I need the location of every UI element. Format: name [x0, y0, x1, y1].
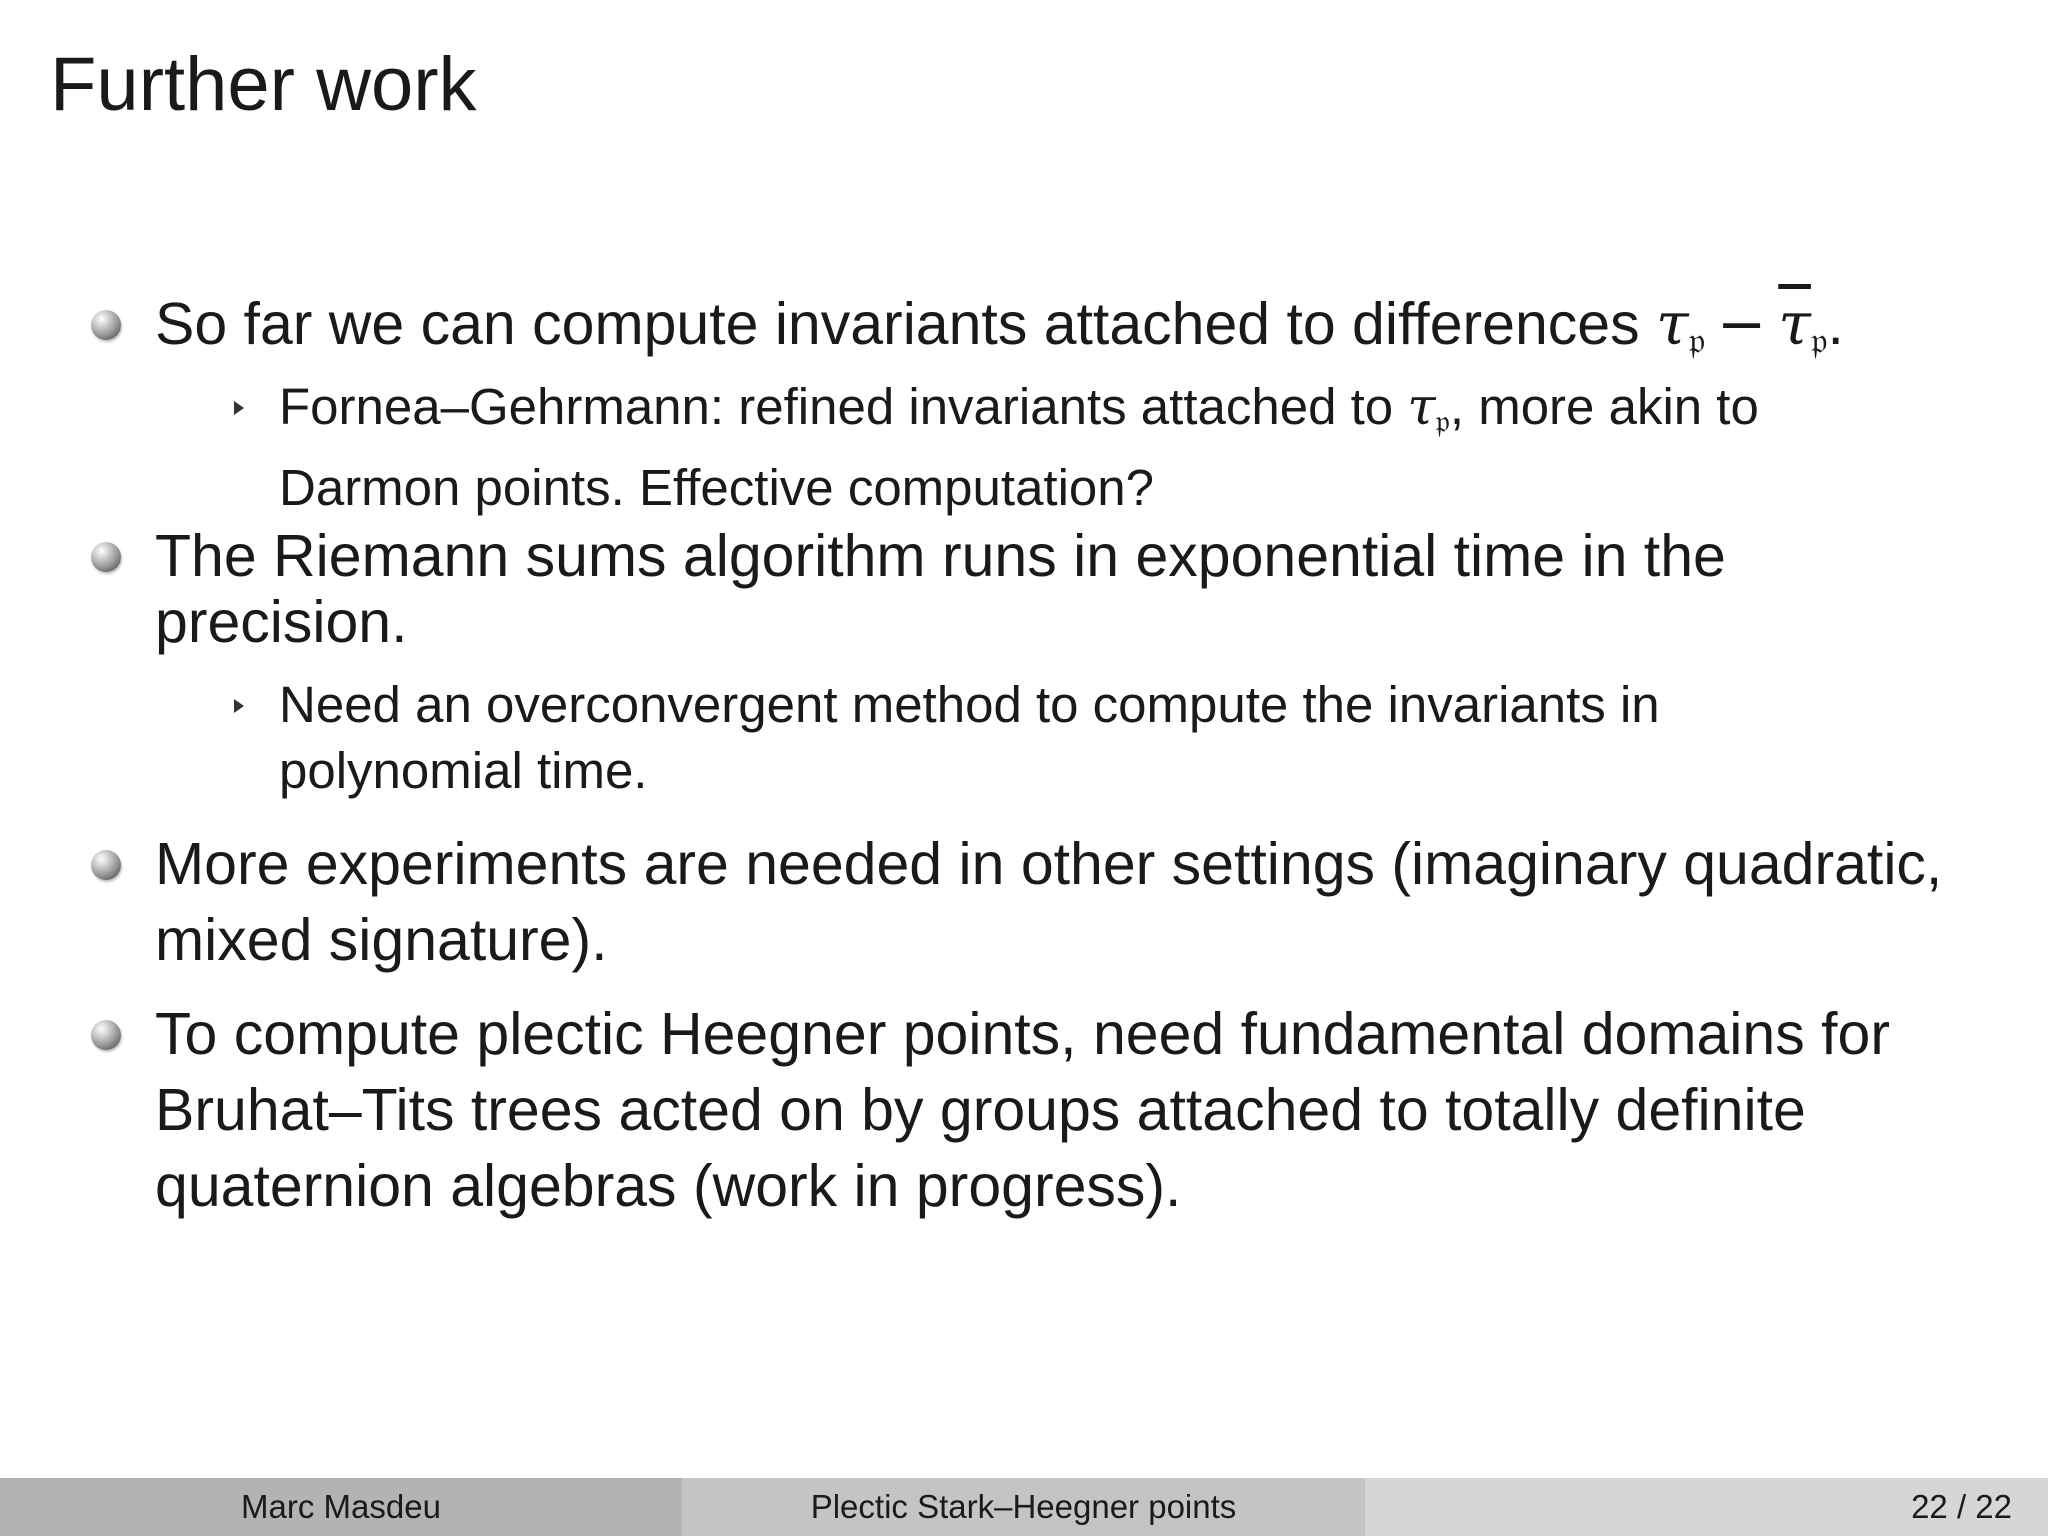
subbullet-line-1: Fornea–Gehrmann: refined invariants attached to $\tau_𝔭$, more akin to: [279, 378, 1759, 440]
bullet-period: .: [1827, 291, 1844, 357]
math-tau-p: $\tau_𝔭$: [1407, 378, 1450, 440]
footer-talk-title: Plectic Stark–Heegner points: [682, 1478, 1365, 1536]
math-minus: −: [1717, 289, 1767, 358]
bullet-line-2: precision.: [155, 589, 408, 655]
bullet-line-1: To compute plectic Heegner points, need fundamental domains for: [155, 1001, 1890, 1067]
math-tau-bar-p: $\overline{\tau}_𝔭$: [1778, 289, 1828, 363]
bullet-line-3: quaternion algebras (work in progress).: [155, 1153, 1182, 1219]
bullet-point-icon: [91, 310, 121, 340]
slide-footer: [0, 1478, 2048, 1536]
bullet-line-1: The Riemann sums algorithm runs in exponential time in the: [155, 523, 1726, 589]
bullet-item-1: [155, 286, 2015, 379]
subbullet-item-2: [279, 672, 1999, 804]
bullet-point-icon: [91, 850, 121, 880]
bullet-item-3: [155, 826, 2015, 978]
triangle-bullet-icon: [234, 401, 244, 415]
triangle-bullet-icon: [234, 699, 244, 713]
bullet-point-icon: [91, 542, 121, 572]
bullet-point-icon: [91, 1020, 121, 1050]
subbullet-line-2: Darmon points. Effective computation?: [279, 458, 1155, 516]
footer-page-number: 22 / 22: [1365, 1478, 2048, 1536]
footer-author: Marc Masdeu: [0, 1478, 682, 1536]
subbullet-line-1: Need an overconvergent method to compute the invariants in: [279, 676, 1660, 733]
bullet-line-2: Bruhat–Tits trees acted on by groups attached to totally definite: [155, 1077, 1806, 1143]
slide-title: Further work: [50, 42, 477, 127]
subbullet-line-2: polynomial time.: [279, 742, 648, 799]
bullet-text: So far we can compute invariants attached to differences: [155, 291, 1656, 357]
bullet-item-2: [155, 518, 2015, 660]
math-tau-p: $\tau_𝔭$: [1656, 289, 1706, 363]
subbullet-item-1: [279, 374, 1999, 521]
bullet-line-1: More experiments are needed in other settings (imaginary quadratic,: [155, 831, 1943, 897]
bullet-line-2: mixed signature).: [155, 907, 608, 973]
bullet-item-4: [155, 996, 2015, 1224]
